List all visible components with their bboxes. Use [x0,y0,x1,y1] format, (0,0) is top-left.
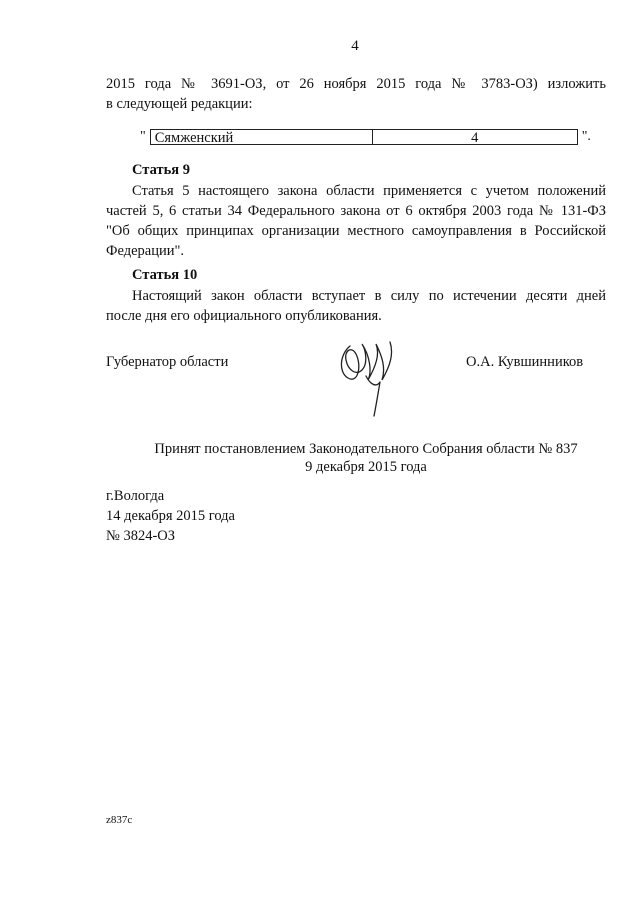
open-quote: " [140,129,146,144]
amendment-table-row [140,128,591,146]
article-9-heading: Статья 9 [132,162,190,178]
article-9-line-1: Статья 5 настоящего закона области применяется с учетом положений [132,183,606,199]
adoption-line-2: 9 декабря 2015 года [305,459,427,475]
footer-code: z837c [106,814,133,826]
signatory-title: Губернатор области [106,354,229,370]
article-10-line-2: после дня его официального опубликования. [106,308,382,324]
table-cell-district: Сямженский [150,129,372,145]
place-city: г.Вологда [106,488,165,504]
article-10-line-1: Настоящий закон области вступает в силу по истечении десяти дней [132,288,606,304]
law-number: № 3824-ОЗ [106,528,176,544]
handwritten-signature [336,336,406,418]
close-quote: ". [581,129,591,144]
article-9-line-4: Федерации". [106,243,185,259]
page-number: 4 [351,38,359,54]
adoption-line-1: Принят постановлением Законодательного Собрания области № 837 [154,441,578,457]
article-9-line-3: "Об общих принципах организации местного самоуправления в Российской [106,223,606,239]
signatory-name: О.А. Кувшинников [466,354,584,370]
place-date: 14 декабря 2015 года [106,508,235,524]
intro-line-2: в следующей редакции: [106,96,253,112]
article-10-heading: Статья 10 [132,267,198,283]
intro-line-1: 2015 года № 3691-ОЗ, от 26 ноября 2015 года № 3783-ОЗ) изложить [106,76,606,92]
article-9-line-2: частей 5, 6 статьи 34 Федерального закона от 6 октября 2003 года № 131-ФЗ [106,203,606,219]
table-cell-value: 4 [372,129,578,145]
